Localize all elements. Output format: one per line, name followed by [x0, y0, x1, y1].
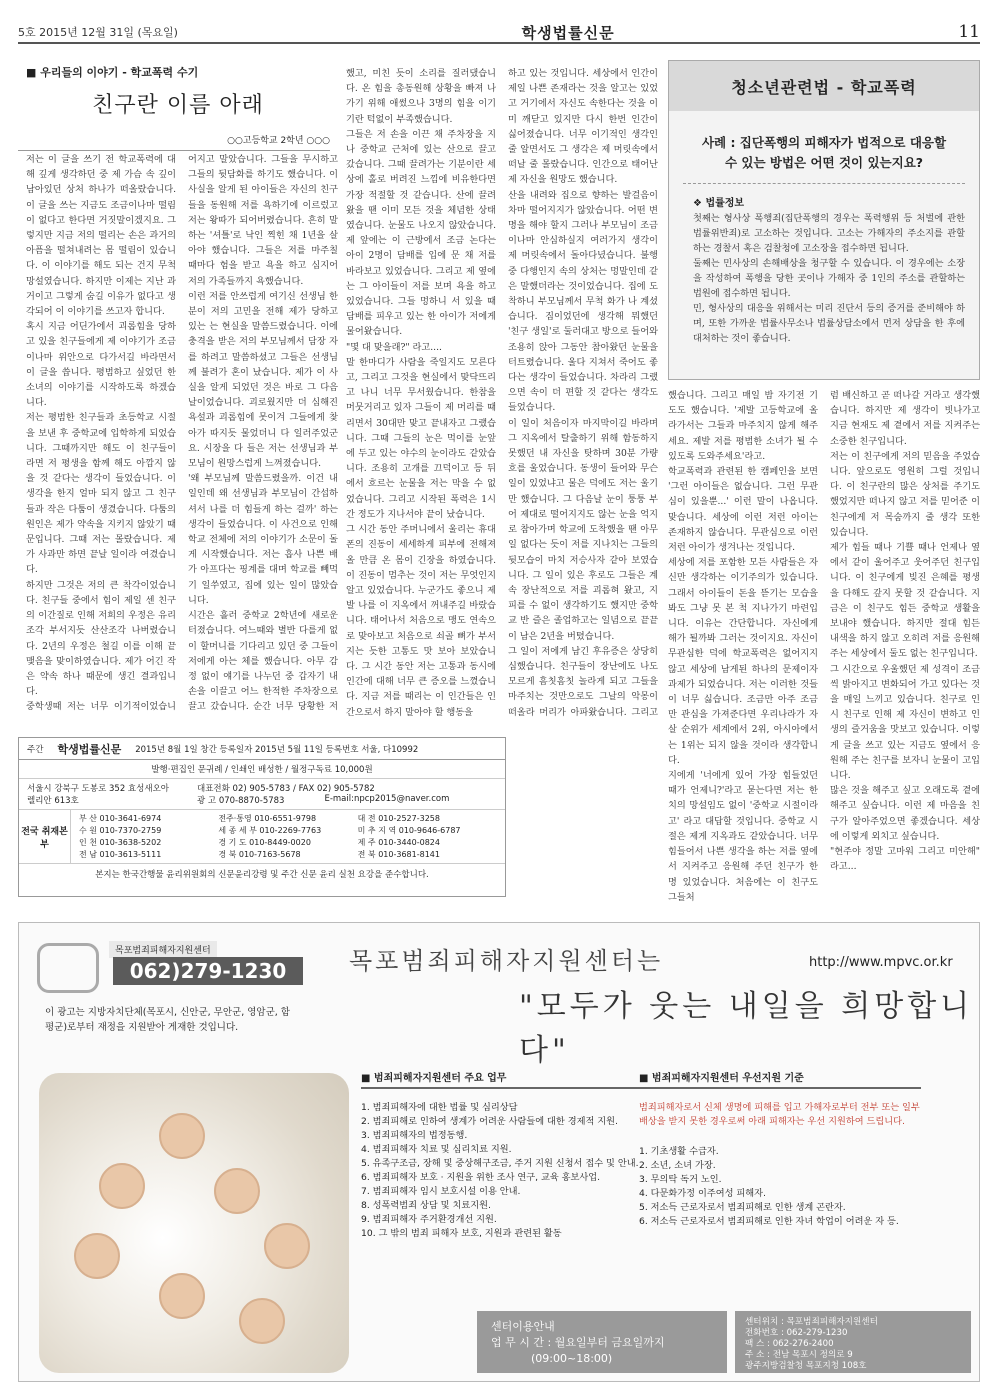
- story-kicker: ■ 우리들의 이야기 - 학교폭력 수기: [26, 66, 199, 79]
- story-col-4: 하고 있는 것입니다. 세상에서 인간이 제일 나쁜 존재라는 것을 알고는 있었고 거기에서 자신도 속한다는 것을 이미 깨닫고 있지만 다시 한번 인간이 싫어졌습니다. 너무 이기적인 생각인 줄 알면서도 그 생각은 제 머릿속에서 떠날 줄 몰랐습니다. 인간으로 태어난 제 자신을 원망도 했습니다. 산을 내려와 집으로 향하는 발걸음이 차마 떨어지지가 않았습니다. 어떤 변명을 해야 할지 그러나 부모님이 조금이나마 안심하실지 여러가지 생각이 제 머릿속에서 돌아다녔습니다. 불행 중 다행인지 속의 상처는 멍말인데 같은 말했더라는 것이었습니다. 집에 도착하니 부모님께서 무척 화가 나 계셨습니다. 짐이었던에 생각해 뭐했던 '친구 생일'로 둘러대고 방으로 들어와 조용히 앉아 그동안 참아왔던 눈물을 터트렸습니다. 울다 지쳐서 죽어도 좋다는 생각이 들었습니다. 차라리 그랬으면 속이 더 편할 것 같다는 생각도 들었습니다. 이 일이 처음이자 마지막이길 바라며 그 지옥에서 탈출하기 위해 함동하지 못했던 내 자신을 탓하며 30분 가량 흐를 울었습니다. 동생이 들어와 무슨 일이 있었냐고 물은 덕에도 저는 울기만 했습니다. 그 다음날 눈이 퉁퉁 부어 제대로 떨어지지도 않는 눈을 억지로 참아가며 학교에 도착했을 땐 아무 일 없다는 듯이 저를 지나치는 그들의 뒷모습이 마치 저승사자 같아 보였습니다. 그 일이 있은 후로도 그들은 계속 장난적으로 저를 괴롭혀 왔고, 지피를 수 없이 생각하기도 했지만 중학교 반 즐은 졸업하고는 일념으로 끝끝이 남은 2년을 버텼습니다. 그 일이 저에게 남긴 후유증은 상당히 심했습니다. 친구들이 장난에도 나도 모르게 흠칫흠칫 놀라게 되고 그들을 마주치는 것만으로도 그날의 악몽이 떠올라 머리가 아파왔습니다. 그리고: [508, 68, 658, 717]
- region-item: 수 원 010-7370-2759: [79, 826, 162, 835]
- masthead-ad-tel: 광 고 070-8870-5783: [197, 796, 285, 806]
- region-item: 경 북 010-7163-5678: [218, 850, 301, 859]
- advertisement: [18, 922, 980, 1382]
- ad-phone-label: 목포범죄피해자지원센터: [109, 941, 217, 958]
- hours-body: 업 무 시 간 : 월요일부터 금요일까지: [491, 1336, 665, 1349]
- hours-box: [477, 1311, 727, 1373]
- hours-time: (09:00~18:00): [531, 1352, 613, 1365]
- region-item: 전 북 010-3681-8141: [357, 850, 440, 859]
- masthead-address: 서울시 강북구 도봉로 352 효성새오아렐리안 613호: [27, 784, 169, 806]
- masthead-top: [19, 738, 505, 760]
- ad-funding-note: 이 광고는 지방자치단체(목포시, 신안군, 무안군, 영암군, 함평군)로부터 재정을 지원받아 게재한 것입니다.: [45, 1007, 290, 1033]
- telephone-icon: [37, 943, 99, 993]
- qa-info-heading: ❖ 법률정보: [693, 198, 745, 209]
- story-col-3: 했고, 미친 듯이 소리를 질러댔습니다. 온 힘을 총동원해 상황을 빠져 나가기 위해 애썼으나 3명의 힘을 이기기란 턱없이 부족했습니다. 그들은 저 손을 이끈 채 주차장을 지나 중학교 근처에 있는 산으로 끌고 갔습니다. 그때 끌려가는 기분이란 세상에 홀로 버려진 느낌에 비유한다면 가장 적절할 것 같습니다. 산에 끌려왔을 땐 이미 모든 것을 체념한 상태였습니다. 눈물도 나오지 않았습니다. 제 앞에는 이 근방에서 조금 논다는 아이 2명이 담배를 입에 문 채 저를 바라보고 있었습니다. 그리고 제 옆에는 그 아이들이 저를 보며 욕을 하고 있었습니다. 그들 멍하니 서 있을 때 담배를 피우고 있는 한 아이가 저에게 물어왔습니다. "몇 대 맞을래?" 라고.... 말 한마디가 사람을 죽일지도 모른다고, 그리고 그것을 현실에서 맞닥뜨리고 나니 너무 무서웠습니다. 한참을 머뭇거리고 있자 그들이 제 머리를 때리면서 30대만 맞고 끝내자고 그랬습니다. 그때 그들의 눈은 먹이를 눈앞에 두고 있는 야수의 눈이라도 같았습니다. 조용히 고개를 끄덕이고 등 뒤에서 흐르는 눈물을 저는 막을 수 없었습니다. 그리고 시작된 폭력은 1시간 정도가 지나서야 끝이 났습니다. 그 시간 동안 주머니에서 울리는 휴대폰의 진동이 세세하게 피부에 전해져 올 만큼 온 몸이 긴장을 하였습니다. 이 진동이 멈추는 것이 저는 무엇인지 알고 있었습니다. 누군가도 좋으니 제발 나를 이 지옥에서 꺼내주길 바랐습니다. 태어나서 처음으로 맹도 연속으로 맞아보고 처음으로 쇠골 뼈가 부서지는 듯한 고통도 맛 보아 보았습니다. 그 시간 동안 저는 고통과 동시에 인간에 대해 너무 큰 증오를 느꼈습니다. 지금 저를 때리는 이 인간들은 인간으로서 하지 말아야 할 행동을: [346, 68, 496, 717]
- region-item: 전주·통영 010-6551-9798: [218, 814, 317, 823]
- masthead-regions: [19, 810, 505, 864]
- masthead-contact: [19, 779, 505, 810]
- region-grid: [71, 810, 505, 863]
- face-icon: [239, 1298, 285, 1344]
- region-item: 경 기 도 010-8449-0020: [218, 838, 311, 847]
- masthead-footer: 본지는 한국간행물 윤리위원회의 신문윤리강령 및 주간 신문 윤리 실천 요강을 준수합니다.: [95, 870, 429, 880]
- page-header: [18, 22, 980, 44]
- story-col-1: 저는 이 글을 쓰기 전 학교폭력에 대해 깊게 생각하던 중 제 가슴 속 깊이 남아있던 상처 하나가 떠올랐습니다. 이 글을 쓰는 지금도 조금이나마 떨림이 없다고 한다면 거짓말이겠지요. 그렇지만 지금 저의 떨리는 손은 과거의 아픔을 떨쳐내려는 몸 떨림이 있습니다. 이 이야기를 해도 되는 건지 무척 망설였습니다. 하지만 이제는 지난 과거이고 그렇게 숨길 이유가 없다고 생각되어 이 이야기를 쓰고자 합니다. 혹시 지금 어딘가에서 괴롭힘을 당하고 있을 친구들에게 제 이야기가 조금이나마 위안으로 다가서길 바라면서 이 글을 씁니다. 평범하고 싶었던 한 소녀의 이야기를 시작하도록 하겠습니다. 저는 평범한 친구들과 초등학교 시절을 보낸 후 중학교에 입학하게 되었습니다. 그때까지만 해도 이 친구들이 라면 저 평생을 함께 해도 아깝지 않을 것 같다는 생각이 들었습니다. 이 생각을 한지 얼마 되지 않고 그 친구들과 작은 다툼이 생겼습니다. 다툼의 원인은 제가 약속을 지키지 않았기 때문입니다. 그때 저는 몰랐습니다. 제가 사과만 하면 끝날 일이라 여겼습니다. 하지만 그것은 저의 큰 착각이었습니다. 친구들 중에서 힘이 제일 센 친구의 이간질로 인해 저희의 우정은 유리조각 부서지듯 산산조각 나버렸습니다. 2년의 우정은 철길 이를 이해 끝맺음을 맞이하였습니다. 제가 어긴 작은 약속 하나 때문에 생긴 결과입니다. 중학생때 저는 너무 이기적이었습니: [26, 154, 176, 713]
- priority-list: 1. 기초생활 수급자. 2. 소년, 소녀 가장. 3. 무의탁 독거 노인. 4. 다문화가정 이주여성 피해자. 5. 저소득 근로자로서 범죄피해로 인한 생계 곤란자. 6. 저소득 근로자로서 범죄피해로 인한 자녀 학업이 어려운 자 등.: [639, 1146, 899, 1227]
- family-photo: [39, 1073, 349, 1373]
- duties-list: 1. 범죄피해자에 대한 법률 및 심리상담 2. 범죄피해로 인하여 생계가 어려운 사람들에 대한 경제적 지원. 3. 범죄피해자의 법정동행. 4. 범죄피해자 치료 및 심리치료 지원. 5. 유족구조금, 장해 및 중상해구조금, 주거 지원 신청서 접수 및 안내. 6. 범죄피해자 보호 · 지원을 위한 조사 연구, 교육 홍보사업. 7. 범죄피해자 임시 보호시설 이용 안내. 8. 성폭력범죄 상담 및 치료지원. 9. 범죄피해자 주거환경개선 지원. 10. 그 밖의 범죄 피해자 보호, 지원과 관련된 활동: [361, 1102, 639, 1239]
- masthead-label: 주간: [27, 744, 44, 755]
- story-headline: 친구란 이름 아래: [92, 93, 264, 118]
- region-item: 인 천 010-3638-5202: [79, 838, 162, 847]
- priority-panel: [639, 1069, 921, 1229]
- story-col-6: 럼 배신하고 곧 떠나갈 거라고 생각했습니다. 하지만 제 생각이 빗나가고 지금 현재도 제 곁에서 저를 지켜주는 소중한 친구입니다. 저는 이 친구에게 저의 믿음을 주었습니다. 앞으로도 영원히 그럴 것입니다. 이 친구란의 많은 상처를 주기도 했었지만 떠나지 않고 저를 믿어준 이 친구에게 저 목숨까지 줄 생각 또한 있습니다. 제가 힘들 때나 기쁠 때나 언제나 옆에서 같이 울어주고 웃어주던 친구입니다. 이 친구에게 빚진 은혜를 평생을 다해도 갚지 못할 것 같습니다. 지금은 이 친구도 힘든 중학교 생활을 보내야 했습니다. 하지만 절대 힘든 내색을 하지 않고 오히려 저를 응원해주는 세상에서 둘도 없는 친구입니다. 그 시간으로 우울했던 제 성격이 조금씩 밝아지고 변화되어 가고 있다는 것을 매일 느끼고 있습니다. 친구로 인시 친구로 인해 제 자신이 변하고 인생의 즐거움을 맛보고 있습니다. 이렇게 글을 쓰고 있는 지금도 옆에서 응원해 주는 친구를 보자니 눈물이 고입니다. 많은 것을 해주고 싶고 오래도록 곁에 해주고 싶습니다. 이런 제 마음을 친구가 알아주었으면 좋겠습니다. 세상에 이렇게 외치고 싶습니다. "현주야 정말 고마워 그리고 미안해" 라고...: [830, 390, 980, 873]
- region-label: 전국 취재본부: [19, 810, 71, 863]
- ad-phone-number: 062)279-1230: [113, 957, 303, 985]
- duties-panel: [361, 1069, 643, 1241]
- region-item: 전 남 010-3613-5111: [79, 850, 162, 859]
- priority-title: ■ 범죄피해자지원센터 우선지원 기준: [639, 1069, 921, 1089]
- hours-title: 센터이용안내: [491, 1320, 555, 1333]
- story-col-2: 어지고 말았습니다. 그들을 무시하고 그들의 뒷담화를 하기도 했습니다. 이 사실을 알게 된 아이들은 자신의 친구들을 동원해 저를 욕하기에 이르렀고 저는 왕따가 되어버렸습니다. 흔히 말하는 '셔틀'로 낙인 찍힌 채 1년을 살아야 했습니다. 그들은 저를 마주칠 때마다 험을 받고 욕을 하고 심지어 저의 가족들까지 욕했습니다. 이런 저를 안쓰럽게 여기신 선생님 한 분이 저의 고민을 전해 제가 당하고 있는 는 현실을 말씀드렸습니다. 이에 충격을 받은 저의 부모님께서 담장 자를 하려고 말씀하셨고 그들은 선생님께 불려가 혼이 났습니다. 제가 이 사실을 알게 되었던 것은 바로 그 다음날이었습니다. 괴로웠지만 더 심해진 욕설과 괴롭힘에 못이겨 그들에게 찾아가 따지듯 물었더니 다 일러주었군요. 시장을 다 들은 저는 선생님과 부모님이 원망스럽게 느껴졌습니다. '왜 부모님께 말씀드렸을까. 이건 내 일인데 왜 선생님과 부모님이 간섭하셔서 나를 더 힘들게 하는 걸까' 하는 생각이 들었습니다. 이 사건으로 인해 학교 전체에 저의 이야기가 소문이 돌게 시작했습니다. 저는 흡사 나쁜 배가 아프다는 핑계를 대며 학교를 빼먹기 일쑤였고, 집에 있는 일이 많았습니다. 시간은 흘러 중학교 2학년에 새로운 터졌습니다. 여느때와 별반 다를게 없이 할머니를 기다리고 있던 중 그들이 저에게 아는 체를 했습니다. 아무 감정 없이 얘기를 나누던 중 갑자기 내 손을 이끌고 어느 한적한 주차장으로 끌고 갔습니다. 순간 너무 당황한 저: [188, 154, 338, 713]
- masthead: [18, 737, 506, 897]
- face-icon: [74, 1233, 120, 1279]
- face-icon: [159, 1273, 205, 1319]
- ad-headline: 목포범죄피해자지원센터는: [349, 947, 664, 975]
- masthead-tel: 대표전화 02) 905-5783 / FAX 02) 905-5782: [197, 784, 375, 794]
- qa-box: [668, 60, 980, 380]
- ad-url[interactable]: http://www.mpvc.or.kr: [809, 955, 953, 970]
- region-item: 부 산 010-3641-6974: [79, 814, 162, 823]
- face-icon: [99, 1163, 145, 1209]
- priority-intro: 범죄피해자로서 신체 생명에 피해를 입고 가해자로부터 전부 또는 일부 배상을 받지 못한 경우로써 아래 피해자는 우선 지원하여 드립니다.: [639, 1102, 920, 1127]
- region-item: 대 전 010-2527-3258: [357, 814, 440, 823]
- duties-title: ■ 범죄피해자지원센터 주요 업무: [361, 1069, 643, 1089]
- qa-info-body: 첫째는 형사상 폭행죄(집단폭행의 경우는 폭력행위 등 처벌에 관한 법률위반죄)로 고소하는 것입니다. 고소는 가해자의 주소지를 관할하는 경찰서 혹은 검찰청에 고소장을 접수하면 됩니다. 둘째는 민사상의 손해배상을 청구할 수 있습니다. 이 경우에는 소장을 작성하여 폭행을 당한 곳이나 가해자 중 1인의 주소를 관할하는 법원에 접수하면 됩니다. 민, 형사상의 대응을 위해서는 미리 진단서 등의 증거를 준비해야 하며, 또한 가까운 법률사무소나 법률상담소에서 먼저 상담을 한 후에 대처하는 것이 좋습니다.: [693, 213, 965, 344]
- face-icon: [264, 1223, 310, 1269]
- region-item: 제 주 010-3440-0824: [357, 838, 440, 847]
- story-byline: ○○고등학교 2학년 ○○○: [18, 133, 330, 151]
- story-col-5: 했습니다. 그리고 매일 밤 자기전 기도도 했습니다. '제발 고등학교에 올라가서는 그들과 마주치지 않게 해주세요. 제발 저를 평범한 소녀가 될 수 있도록 도와주세요'라고. 학교폭력과 관련된 한 캠페인을 보면 '그런 아이들은 없습니다. 그런 무관심이 있을뿐...' 이런 말이 나옵니다. 맞습니다. 세상에 이런 저런 아이는 존재하지 않습니다. 무관심으로 이런 저런 아이가 생겨나는 것입니다. 세상에 저를 포함한 모든 사람들은 자신만 생각하는 이기주의가 있습니다. 그래서 아이들이 돈을 뜯기는 모습을 봐도 그냥 못 본 척 지나가기 마련입니다. 이유는 간단합니다. 자신에게 해가 될까봐 그러는 것이지요. 자신이 무관심한 덕에 학교폭력은 없어지지 않고 세상에 남게된 하나의 문제이자 과제가 되었습니다. 저는 이러한 것들이 너무 싫습니다. 조금만 아주 조금만 관심을 가져준다면 우리나라가 자살 순위가 세계에서 2위, 아시아에서는 1위는 되지 않을 것이라 생각합니다. 지에게 '너에게 있어 가장 힘들었던 때가 언제니?'라고 묻는다면 저는 한치의 망설임도 없이 '중학교 시절이라고' 라고 대답할 것입니다. 중학교 시절은 제게 지옥과도 같았습니다. 너무 힘들어서 나쁜 생각을 하는 저를 옆에서 지켜주고 응원해 주던 친구가 한 명 있었습니다. 처음에는 이 친구도 그들처: [668, 390, 818, 903]
- face-icon: [214, 1168, 260, 1214]
- ad-slogan: "모두가 웃는 내일을 희망합니다": [519, 989, 974, 1068]
- page-number: 11: [958, 22, 980, 42]
- region-item: 세 종 세 부 010-2269-7763: [218, 826, 322, 835]
- masthead-reg: 2015년 8월 1일 창간 등록일자 2015년 5월 11일 등록번호 서울, 다10992: [135, 744, 419, 755]
- masthead-staff: 발행·편집인 문귀례 / 인쇄인 배성한 / 월정구독료 10,000원: [19, 760, 505, 779]
- masthead-email[interactable]: E-mail:npcp2015@naver.com: [324, 794, 450, 804]
- paper-name: 학생법률신문: [521, 23, 615, 42]
- qa-title: 청소년관련법 - 학교폭력: [669, 61, 979, 111]
- center-info: 센터위치 : 목포범죄피해자지원센터 전화번호 : 062-279-1230 팩 스 : 062-276-2400 주 소 : 전남 목포시 정의로 9 광주지방검찰청 목포지청 108호: [735, 1311, 971, 1373]
- issue-date: 5호 2015년 12월 31일 (목요일): [18, 26, 178, 39]
- qa-question: 사례 : 집단폭행의 피해자가 법적으로 대응할 수 있는 방법은 어떤 것이 있는지요?: [683, 111, 965, 184]
- region-item: 미 추 지 역 010-9646-6787: [357, 826, 461, 835]
- story-article: [18, 52, 668, 722]
- face-icon: [159, 1113, 205, 1159]
- masthead-name: 학생법률신문: [57, 742, 122, 756]
